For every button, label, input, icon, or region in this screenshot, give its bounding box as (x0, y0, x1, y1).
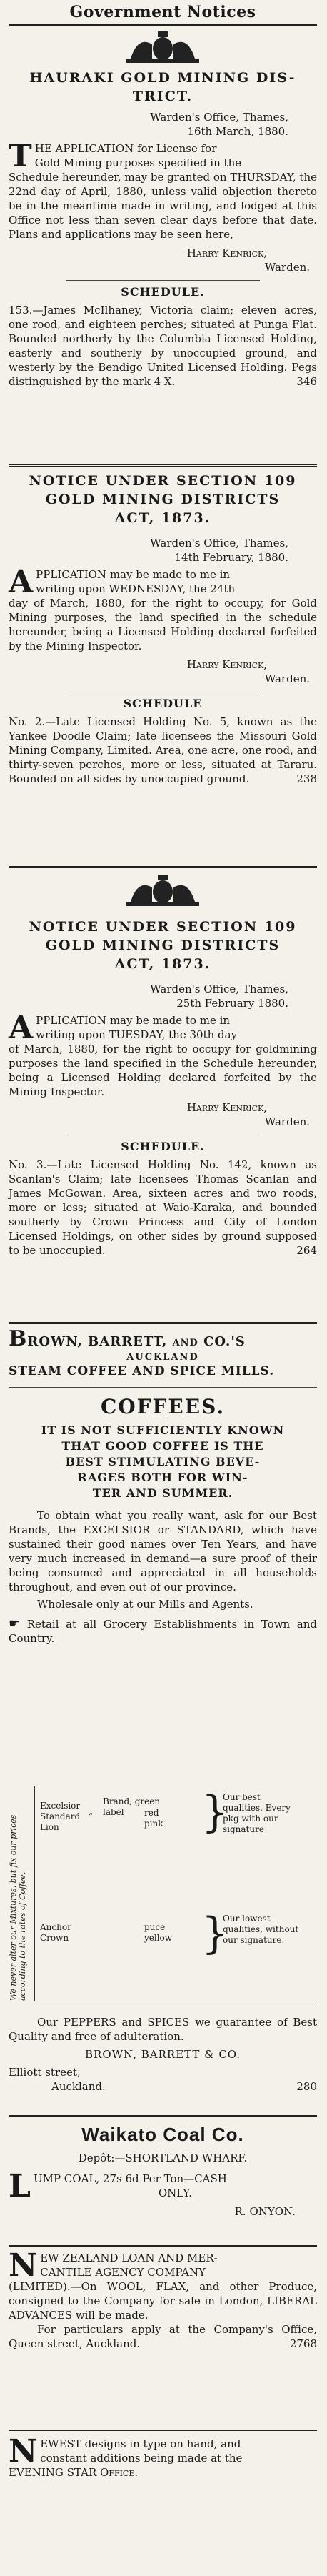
ad-waikato-coal (9, 2124, 317, 2219)
pointing-hand-icon: ☛ (9, 1616, 21, 1631)
label-colour: puce (144, 1922, 166, 1932)
notice-title (9, 472, 317, 527)
caps-line: IT IS NOT SUFFICIENTLY KNOWN (41, 1423, 285, 1437)
section-title: Government Notices (69, 3, 256, 21)
drop-cap: L (9, 2168, 31, 2204)
label-colour: Brand, green label (103, 1796, 161, 1817)
schedule-body: No. 3.—Late Licensed Holding No. 142, known as Scanlan's Claim; late licensees Thomas Scanlan and James McGowan. Area, sixteen acres and two roods, more or less; situated at Waio-Karaka, and bounded southerly by Crown Princess and City of London Licensed Holdings, on other sides by ground supposed to be unoccupied. (9, 1158, 317, 1257)
ad-brown-barrett (9, 1326, 317, 1646)
schedule-text (9, 303, 317, 389)
divider (66, 280, 260, 281)
notice-body (9, 564, 317, 653)
office-line: Warden's Office, Thames, (150, 983, 288, 995)
body-line: HE APPLICATION for License for (34, 142, 217, 155)
quality-note: Our lowest qualities, without our signature. (223, 1914, 299, 1945)
signature: Harry Kenrick, (186, 1101, 267, 1114)
ad-retail (9, 1617, 317, 1646)
ad-number: 238 (296, 772, 317, 785)
caps-line: TER AND SUMMER. (92, 1486, 233, 1500)
label-colour: pink (144, 1819, 164, 1829)
ad-number: 264 (296, 1244, 317, 1257)
column-header (9, 3, 317, 21)
notice-title-line: HAURAKI GOLD MINING DIS- (29, 70, 296, 86)
brace: } (201, 1909, 229, 1959)
body-text: Schedule hereunder, may be granted on THURSDAY, the 22nd day of April, 1880, unless valid objection thereto be in the meantime made in writing, and lodged at this Office not less than seven clear days before that date. Plans and applications may be seen here, (9, 171, 317, 241)
schedule-text (9, 715, 317, 786)
schedule-text (9, 1158, 317, 1258)
notice-body (9, 1010, 317, 1099)
quality-note: Our best qualities. Every pkg with our signature (223, 1792, 291, 1834)
dateline (9, 982, 317, 1010)
notice-hauraki (9, 30, 317, 389)
date-line: 16th March, 1880. (187, 125, 288, 138)
divider (34, 1786, 36, 2001)
ad-brand-table (9, 1786, 317, 2008)
divider (9, 1387, 317, 1388)
body-line: ONLY. (158, 2187, 193, 2199)
schedule-body: No. 2.—Late Licensed Holding No. 5, known as the Yankee Doodle Claim; late licensees the Missouri Gold Mining Company, Limited. Area, one acre, one rood, and thirty-seven perches, more or less, situated at Tararu. Bounded on all sides by unoccupied ground. (9, 715, 317, 785)
label-colour: yellow (144, 1933, 173, 1943)
ad-body (9, 2247, 317, 2351)
notice-title (9, 917, 317, 973)
body-line: PPLICATION may be made to me in (36, 568, 231, 581)
divider (9, 24, 317, 26)
ad-body (9, 2433, 317, 2480)
address-line: Elliott street, (9, 2066, 81, 2079)
ad-body: To obtain what you really want, ask for our Best Brands, the EXCELSIOR or STANDARD, which have sustained their good names over Ten Years, and have very much increased in demand—a sure proof of their being consumed and appreciated in all households throughout, and even out of our province. (9, 1509, 317, 1593)
address-line-2 (9, 2079, 317, 2094)
ad-wholesale: Wholesale only at our Mills and Agents. (37, 1598, 253, 1611)
notice-section-109-a (9, 472, 317, 786)
ad-heading: COFFEES. (100, 1395, 226, 1418)
date-line: 14th February, 1880. (174, 551, 288, 564)
notice-title-line: ACT, 1873. (114, 956, 211, 972)
body-line: constant additions being made at the (40, 2452, 243, 2465)
office-line: Warden's Office, Thames, (150, 111, 288, 124)
body-line: UMP COAL, 27s 6d Per Ton—CASH (33, 2172, 227, 2185)
signature-role: Warden. (264, 1115, 310, 1128)
quote-mark: „ (89, 1806, 94, 1816)
drop-cap: N (9, 2247, 38, 2284)
notice-title-line: NOTICE UNDER SECTION 109 (29, 919, 297, 935)
date-line: 25th February 1880. (176, 997, 288, 1010)
signature-role: Warden. (264, 261, 310, 274)
body-text-2 (9, 2322, 317, 2351)
body-line: EW ZEALAND LOAN AND MER- (40, 2252, 218, 2264)
schedule-title: SCHEDULE. (121, 1140, 205, 1153)
caps-line: BEST STIMULATING BEVE- (65, 1455, 261, 1468)
body-text-span: For particulars apply at the Company's Office, Queen street, Auckland. (9, 2323, 317, 2350)
drop-cap: N (9, 2433, 38, 2470)
label-colour: red (144, 1808, 159, 1818)
ad-number: 2768 (289, 2337, 317, 2350)
divider (9, 464, 317, 467)
body-text: of March, 1880, for the right to occupy for goldmining purposes the land specified in the Schedule hereunder, being a Licensed Holding declared forfeited by the Mining Inspector. (9, 1043, 317, 1098)
ad-depot: Depôt:—SHORTLAND WHARF. (78, 2152, 248, 2164)
body-line: EWEST designs in type on hand, and (40, 2437, 241, 2450)
divider (9, 2430, 317, 2431)
divider (9, 2115, 317, 2117)
brand-list: Excelsior Standard Lion (40, 1801, 81, 1832)
ad-number: 346 (296, 375, 317, 388)
royal-coat-of-arms-icon (116, 873, 209, 907)
signature: Harry Kenrick, (186, 247, 267, 259)
body-line: writing upon TUESDAY, the 30th day (36, 1028, 238, 1041)
dateline (9, 110, 317, 139)
signature: R. ONYON. (234, 2205, 296, 2218)
side-note: We never alter our Mixtures, but fix our prices according to the rates of Coffee. (9, 1814, 27, 2001)
caps-line: THAT GOOD COFFEE IS THE (61, 1439, 264, 1453)
notice-title-line: TRICT. (132, 89, 193, 104)
notice-section-109-b (9, 873, 317, 1258)
ad-newest-designs (9, 2433, 317, 2480)
dateline (9, 536, 317, 565)
body-line: EVENING STAR Office. (9, 2466, 139, 2479)
signature-role: Warden. (264, 672, 310, 685)
drop-cap: T (9, 138, 32, 174)
office-line: Warden's Office, Thames, (150, 537, 288, 549)
signature: Harry Kenrick, (186, 658, 267, 671)
ad-caps-block (9, 1423, 317, 1501)
notice-title-line: NOTICE UNDER SECTION 109 (29, 473, 297, 489)
notice-title-line: ACT, 1873. (114, 510, 211, 526)
divider (9, 866, 317, 868)
body-line: CANTILE AGENCY COMPANY (40, 2266, 206, 2279)
notice-title (9, 69, 317, 106)
notice-title-line: GOLD MINING DISTRICTS (45, 938, 281, 953)
body-text: (LIMITED).—On WOOL, FLAX, and other Produce, consigned to the Company for sale in London, LIBERAL ADVANCES will be made. (9, 2280, 317, 2322)
royal-coat-of-arms-icon (116, 30, 209, 64)
caps-line: RAGES BOTH FOR WIN- (77, 1471, 248, 1484)
body-line: PPLICATION may be made to me in (36, 1014, 231, 1027)
ad-brand-line: BROWN, BARRETT, AND CO.'S (9, 1326, 246, 1351)
drop-cap: A (9, 1010, 34, 1046)
ad-pepper: Our PEPPERS and SPICES we guarantee of Best Quality and free of adulteration. (9, 2016, 317, 2043)
notice-title-line: GOLD MINING DISTRICTS (45, 492, 281, 507)
brand-city: AUCKLAND (126, 1352, 199, 1363)
ad-brown-barrett-footer (9, 2015, 317, 2094)
brace: } (201, 1787, 229, 1837)
ad-nz-loan (9, 2247, 317, 2351)
body-text: day of March, 1880, for the right to occupy, for Gold Mining purposes, the land specified in the schedule hereunder, being a Licensed Holding declared forfeited by the Mining Inspector. (9, 597, 317, 652)
brand-list: Anchor Crown (40, 1922, 71, 1943)
schedule-title: SCHEDULE (123, 697, 203, 710)
schedule-title: SCHEDULE. (121, 285, 205, 299)
drop-cap: A (9, 564, 34, 600)
address-city: Auckland. (51, 2080, 106, 2093)
ad-number: 280 (296, 2080, 317, 2093)
divider (9, 1322, 317, 1324)
ad-heading: Waikato Coal Co. (81, 2124, 244, 2145)
divider (9, 2245, 317, 2247)
brand-mills: STEAM COFFEE AND SPICE MILLS. (9, 1364, 275, 1378)
body-line: Gold Mining purposes specified in the (34, 156, 242, 169)
retail-text: Retail at all Grocery Establishments in Town and Country. (9, 1618, 317, 1645)
schedule-body: 153.—James McIlhaney, Victoria claim; eleven acres, one rood, and eighteen perches; situated at Punga Flat. Bounded northerly by the Columbia Licensed Holding, easterly and southerly by unoccupied ground, and westerly by the Bendigo United Licensed Holding. Pegs distinguished by the mark 4 X. (9, 304, 317, 388)
body-line: writing upon WEDNESDAY, the 24th (36, 582, 236, 595)
notice-body (9, 138, 317, 242)
firm-name: BROWN, BARRETT & CO. (85, 2048, 241, 2061)
ad-body (9, 2168, 317, 2204)
